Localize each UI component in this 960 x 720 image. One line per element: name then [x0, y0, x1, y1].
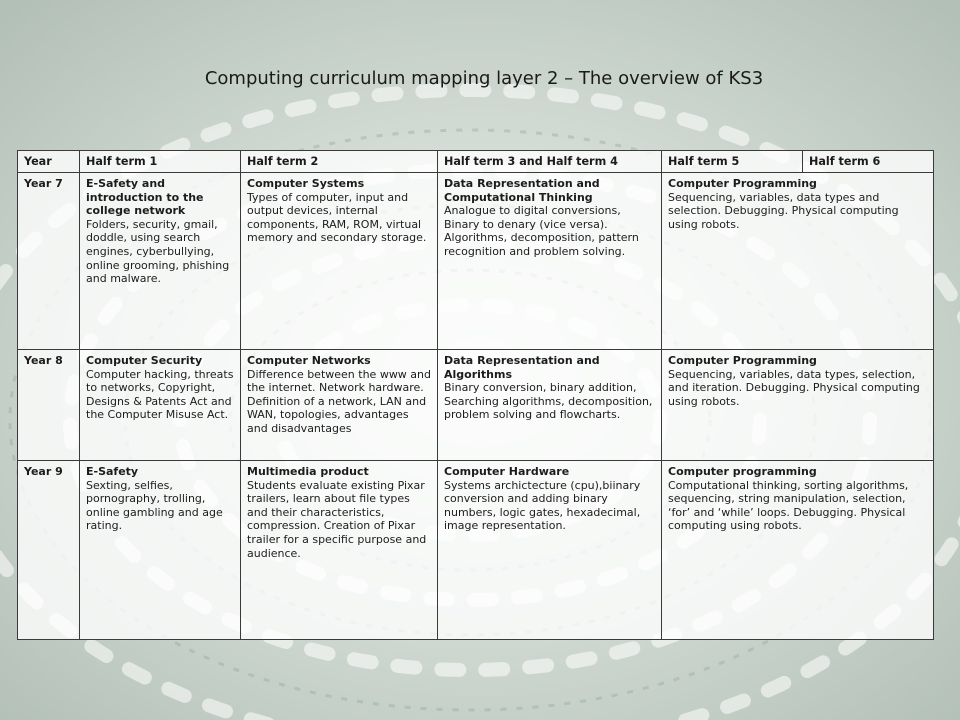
cell-half-term-2 [241, 461, 438, 640]
topic-title: Computer programming [668, 465, 817, 478]
topic-description: Folders, security, gmail, doddle, using search engines, cyberbullying, online grooming, phishing and malware. [86, 217, 230, 286]
topic-title: Computer Programming [668, 354, 817, 367]
topic-description: Analogue to digital conversions, Binary to denary (vice versa). Algorithms, decomposition, pattern recognition and problem solving. [444, 204, 639, 258]
topic-title: Data Representation and Algorithms [444, 354, 600, 381]
topic-description: Sequencing, variables, data types and selection. Debugging. Physical computing using robots. [668, 190, 899, 231]
cell-half-term-1 [80, 350, 241, 461]
table-row-year-8 [18, 350, 934, 461]
topic-title: E-Safety [86, 465, 139, 478]
topic-title: Computer Systems [247, 177, 365, 190]
cell-half-term-2 [241, 173, 438, 350]
topic-title: Computer Hardware [444, 465, 570, 478]
table-header-row [18, 151, 934, 173]
topic-title: Computer Security [86, 354, 203, 367]
table-row-year-9 [18, 461, 934, 640]
table-row-year-7 [18, 173, 934, 350]
header-half-term-1: Half term 1 [80, 151, 241, 173]
topic-title: Multimedia product [247, 465, 369, 478]
cell-half-term-2 [241, 350, 438, 461]
topic-description: Types of computer, input and output devices, internal components, RAM, ROM, virtual memory and secondary storage. [247, 190, 427, 245]
year-label: Year 7 [18, 173, 80, 350]
curriculum-table [17, 150, 934, 640]
topic-description: Students evaluate existing Pixar trailers, learn about file types and their characteristics, compression. Creation of Pixar trailer for a specific purpose and audience. [247, 478, 427, 560]
topic-title: Computer Programming [668, 177, 817, 190]
topic-title: Computer Networks [247, 354, 371, 367]
header-year: Year [18, 151, 80, 173]
topic-description: Systems archictecture (cpu),biinary conversion and adding binary numbers, logic gates, hexadecimal, image representation. [444, 478, 641, 533]
topic-title: Data Representation and Computational Thinking [444, 177, 600, 204]
cell-half-term-1 [80, 461, 241, 640]
topic-description: Computer hacking, threats to networks, Copyright, Designs & Patents Act and the Computer Misuse Act. [86, 367, 234, 422]
cell-half-term-5-6 [662, 461, 934, 640]
cell-half-term-3-4 [438, 461, 662, 640]
topic-description: Computational thinking, sorting algorithms, sequencing, string manipulation, selection, ‘for’ and ‘while’ loops. Debugging. Physical computing using robots. [668, 478, 909, 533]
topic-description: Sequencing, variables, data types, selection, and iteration. Debugging. Physical computing using robots. [668, 367, 920, 408]
page-title: Computing curriculum mapping layer 2 – The overview of KS3 [204, 68, 764, 89]
topic-description: Binary conversion, binary addition, Searching algorithms, decomposition, problem solving and flowcharts. [444, 381, 653, 422]
header-half-term-6: Half term 6 [803, 151, 934, 173]
header-half-term-3-4: Half term 3 and Half term 4 [438, 151, 662, 173]
cell-half-term-3-4 [438, 350, 662, 461]
year-label: Year 9 [18, 461, 80, 640]
topic-description: Sexting, selfies, pornography, trolling, online gambling and age rating. [86, 478, 223, 533]
header-half-term-2: Half term 2 [241, 151, 438, 173]
topic-description: Difference between the www and the internet. Network hardware. Definition of a network, LAN and WAN, topologies, advantages and disadvantages [247, 367, 431, 435]
cell-half-term-5-6 [662, 173, 934, 350]
cell-half-term-5-6 [662, 350, 934, 461]
cell-half-term-3-4 [438, 173, 662, 350]
topic-title: E-Safety and introduction to the college network [86, 177, 204, 218]
cell-half-term-1 [80, 173, 241, 350]
header-half-term-5: Half term 5 [662, 151, 803, 173]
year-label: Year 8 [18, 350, 80, 461]
